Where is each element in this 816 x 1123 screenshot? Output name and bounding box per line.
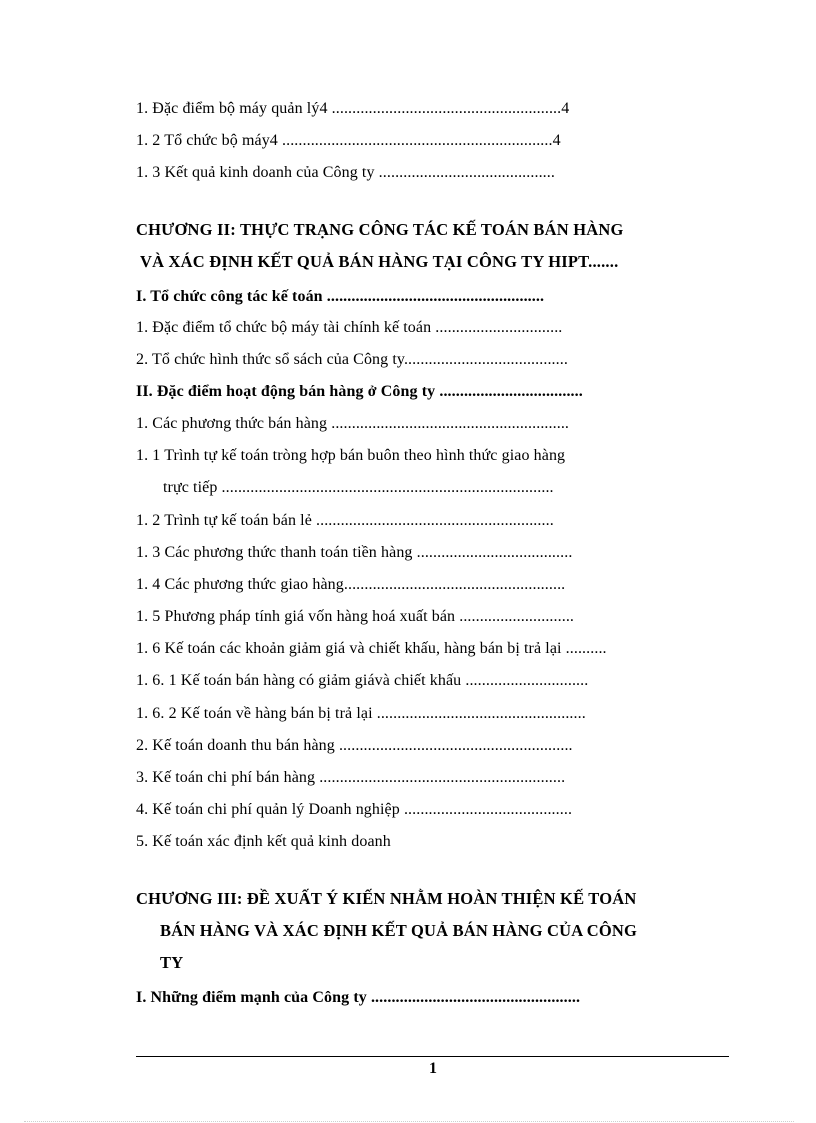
- footer-rule: [136, 1056, 729, 1057]
- toc-entry: 1. Đặc điểm tổ chức bộ máy tài chính kế toán ...............................: [136, 319, 563, 336]
- chapter-heading-line: BÁN HÀNG VÀ XÁC ĐỊNH KẾT QUẢ BÁN HÀNG CỦA CÔNG: [160, 921, 638, 940]
- toc-entry: 1. 6 Kế toán các khoản giảm giá và chiết khấu, hàng bán bị trả lại ..........: [136, 640, 607, 657]
- toc-entry: 1. 5 Phương pháp tính giá vốn hàng hoá xuất bán ............................: [136, 608, 575, 625]
- chapter-heading: [136, 883, 730, 979]
- toc-entry: 1. 2 Trình tự kế toán bán lẻ ..........................................................: [136, 512, 554, 529]
- toc-entry: 2. Tổ chức hình thức sổ sách của Công ty........................................: [136, 351, 568, 368]
- chapter-heading-line: VÀ XÁC ĐỊNH KẾT QUẢ BÁN HÀNG TẠI CÔNG TY HIPT.......: [140, 252, 619, 271]
- toc-entry: 1. Đặc điểm bộ máy quản lý4 ........................................................4: [136, 100, 570, 117]
- page-number: 1: [429, 1060, 437, 1077]
- chapter-heading-line: CHƯƠNG II: THỰC TRẠNG CÔNG TÁC KẾ TOÁN BÁN HÀNG: [136, 220, 624, 239]
- page-edge-divider: [24, 1121, 794, 1122]
- toc-entry: 1. 1 Trình tự kế toán tròng hợp bán buôn theo hình thức giao hàng: [136, 447, 566, 464]
- toc-section: I. Những điểm mạnh của Công ty ...................................................: [136, 989, 581, 1006]
- toc-entry: 1. 6. 2 Kế toán về hàng bán bị trả lại ...................................................: [136, 705, 586, 722]
- toc-entry: 1. Các phương thức bán hàng ..........................................................: [136, 415, 570, 432]
- toc-section: II. Đặc điểm hoạt động bán hàng ở Công ty ...................................: [136, 383, 583, 400]
- chapter-heading-line: TY: [160, 953, 184, 972]
- toc-entry: 1. 3 Các phương thức thanh toán tiền hàng ......................................: [136, 544, 573, 561]
- toc-entry: 1. 3 Kết quả kinh doanh của Công ty ...........................................: [136, 164, 555, 181]
- toc-entry: 1. 6. 1 Kế toán bán hàng có giảm giávà chiết khấu ..............................: [136, 672, 589, 689]
- toc-entry: 5. Kế toán xác định kết quả kinh doanh: [136, 833, 391, 850]
- toc-entry: 4. Kế toán chi phí quản lý Doanh nghiệp .........................................: [136, 801, 573, 818]
- toc-entry: 3. Kế toán chi phí bán hàng ............................................................: [136, 769, 566, 786]
- chapter-heading: [136, 214, 730, 278]
- toc-entry: 2. Kế toán doanh thu bán hàng .........................................................: [136, 737, 573, 754]
- chapter-heading-line: CHƯƠNG III: ĐỀ XUẤT Ý KIẾN NHẰM HOÀN THIỆN KẾ TOÁN: [136, 889, 637, 908]
- toc-entry-continuation: trực tiếp .................................................................................: [163, 479, 554, 496]
- toc-entry: 1. 4 Các phương thức giao hàng......................................................: [136, 576, 566, 593]
- toc-entry: 1. 2 Tổ chức bộ máy4 ..................................................................4: [136, 132, 561, 149]
- toc-section: I. Tổ chức công tác kế toán .....................................................: [136, 288, 545, 305]
